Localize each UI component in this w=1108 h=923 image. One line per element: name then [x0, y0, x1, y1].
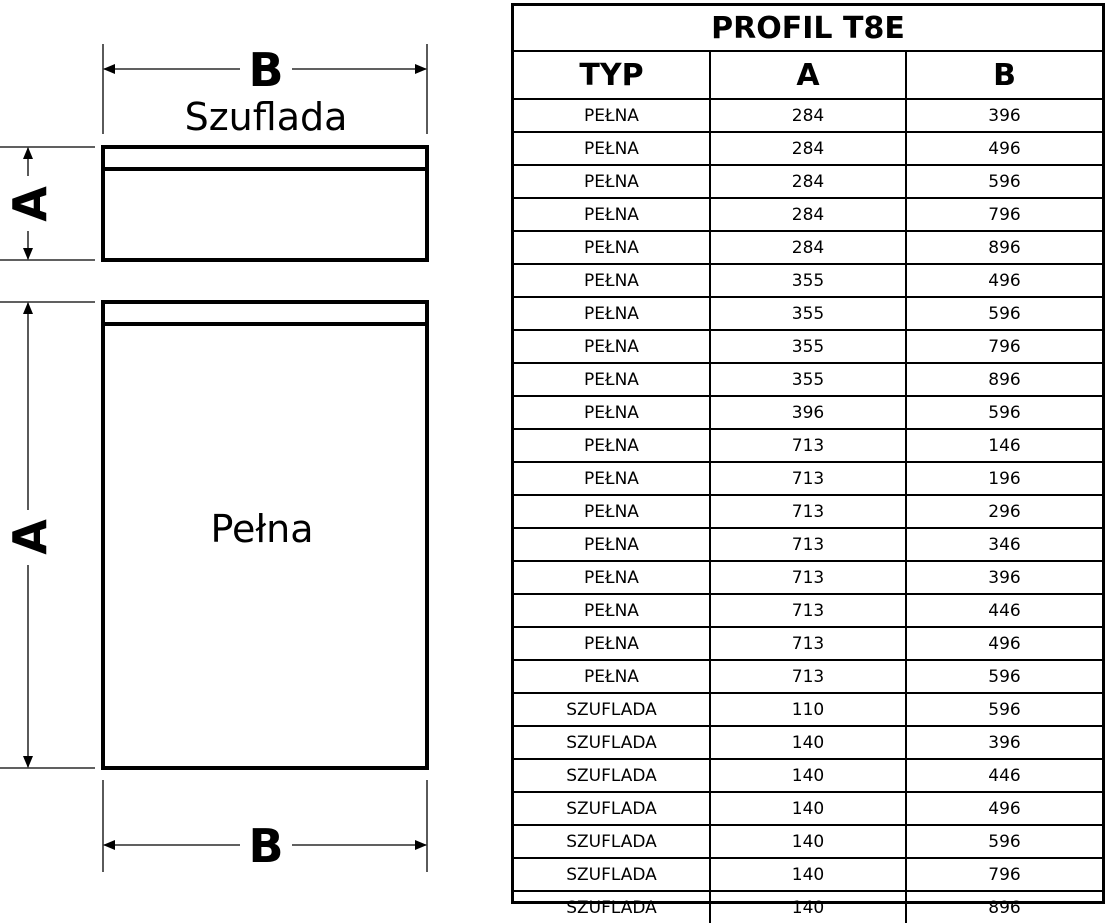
a-value-cell: 140 [710, 858, 906, 891]
a-value-cell: 140 [710, 891, 906, 923]
type-cell: SZUFLADA [514, 792, 710, 825]
type-cell: PEŁNA [514, 363, 710, 396]
b-value-cell: 796 [906, 198, 1102, 231]
table-row [514, 660, 1102, 693]
table-row [514, 594, 1102, 627]
a-value-cell: 355 [710, 264, 906, 297]
type-cell: PEŁNA [514, 330, 710, 363]
profile-table-head [514, 6, 1102, 99]
table-title: PROFIL T8E [514, 6, 1102, 51]
column-header-b: B [906, 51, 1102, 99]
a-value-cell: 713 [710, 495, 906, 528]
column-header-a: A [710, 51, 906, 99]
type-cell: SZUFLADA [514, 825, 710, 858]
type-cell: PEŁNA [514, 627, 710, 660]
table-row [514, 330, 1102, 363]
table-row [514, 561, 1102, 594]
type-cell: SZUFLADA [514, 759, 710, 792]
b-value-cell: 396 [906, 561, 1102, 594]
column-header-typ: TYP [514, 51, 710, 99]
a-value-cell: 110 [710, 693, 906, 726]
a-value-cell: 713 [710, 528, 906, 561]
profile-table-body [514, 99, 1102, 923]
type-cell: PEŁNA [514, 198, 710, 231]
table-row [514, 165, 1102, 198]
a-value-cell: 355 [710, 330, 906, 363]
a-value-cell: 284 [710, 198, 906, 231]
type-cell: PEŁNA [514, 231, 710, 264]
drawer-front [103, 147, 427, 260]
table-row [514, 528, 1102, 561]
type-cell: PEŁNA [514, 297, 710, 330]
profile-table-container [511, 3, 1105, 918]
b-value-cell: 446 [906, 759, 1102, 792]
a-value-cell: 284 [710, 231, 906, 264]
table-row [514, 726, 1102, 759]
a-value-cell: 713 [710, 627, 906, 660]
b-value-cell: 146 [906, 429, 1102, 462]
a-value-cell: 355 [710, 297, 906, 330]
b-value-cell: 596 [906, 825, 1102, 858]
drawer-label: Szuflada [184, 95, 348, 139]
type-cell: PEŁNA [514, 495, 710, 528]
a-value-cell: 713 [710, 462, 906, 495]
a-value-cell: 713 [710, 594, 906, 627]
table-header-row [514, 51, 1102, 99]
table-row [514, 231, 1102, 264]
table-row [514, 396, 1102, 429]
b-value-cell: 296 [906, 495, 1102, 528]
type-cell: PEŁNA [514, 132, 710, 165]
table-title-row [514, 6, 1102, 51]
b-value-cell: 196 [906, 462, 1102, 495]
a-value-cell: 284 [710, 99, 906, 132]
table-row [514, 792, 1102, 825]
b-value-cell: 596 [906, 165, 1102, 198]
b-value-cell: 796 [906, 330, 1102, 363]
type-cell: PEŁNA [514, 561, 710, 594]
bottom-b-label: B [248, 819, 284, 873]
type-cell: SZUFLADA [514, 891, 710, 923]
full-label: Pełna [210, 507, 314, 551]
a-value-cell: 355 [710, 363, 906, 396]
profile-table [514, 6, 1102, 923]
b-value-cell: 496 [906, 792, 1102, 825]
drawer-a-dimension [0, 147, 95, 260]
bottom-b-dimension [103, 780, 427, 873]
a-value-cell: 396 [710, 396, 906, 429]
b-value-cell: 896 [906, 231, 1102, 264]
a-value-cell: 140 [710, 759, 906, 792]
table-row [514, 891, 1102, 923]
table-row [514, 429, 1102, 462]
table-row [514, 198, 1102, 231]
b-value-cell: 596 [906, 693, 1102, 726]
type-cell: PEŁNA [514, 528, 710, 561]
b-value-cell: 596 [906, 660, 1102, 693]
type-cell: PEŁNA [514, 462, 710, 495]
a-value-cell: 713 [710, 660, 906, 693]
table-row [514, 693, 1102, 726]
a-value-cell: 284 [710, 132, 906, 165]
a-value-cell: 713 [710, 561, 906, 594]
table-row [514, 132, 1102, 165]
type-cell: SZUFLADA [514, 693, 710, 726]
drawer-front-outline [103, 147, 427, 260]
type-cell: PEŁNA [514, 264, 710, 297]
table-row [514, 99, 1102, 132]
b-value-cell: 896 [906, 363, 1102, 396]
full-a-dimension [0, 302, 95, 768]
drawer-a-label: A [3, 186, 57, 222]
type-cell: SZUFLADA [514, 858, 710, 891]
table-row [514, 627, 1102, 660]
top-b-label: B [248, 43, 284, 97]
b-value-cell: 496 [906, 627, 1102, 660]
b-value-cell: 796 [906, 858, 1102, 891]
b-value-cell: 496 [906, 132, 1102, 165]
drawing-svg [0, 0, 500, 906]
b-value-cell: 396 [906, 99, 1102, 132]
a-value-cell: 140 [710, 825, 906, 858]
a-value-cell: 713 [710, 429, 906, 462]
a-value-cell: 284 [710, 165, 906, 198]
a-value-cell: 140 [710, 726, 906, 759]
type-cell: SZUFLADA [514, 726, 710, 759]
table-row [514, 264, 1102, 297]
type-cell: PEŁNA [514, 594, 710, 627]
type-cell: PEŁNA [514, 660, 710, 693]
type-cell: PEŁNA [514, 429, 710, 462]
full-a-label: A [3, 519, 57, 555]
table-row [514, 462, 1102, 495]
b-value-cell: 346 [906, 528, 1102, 561]
table-row [514, 858, 1102, 891]
b-value-cell: 446 [906, 594, 1102, 627]
a-value-cell: 140 [710, 792, 906, 825]
b-value-cell: 596 [906, 396, 1102, 429]
type-cell: PEŁNA [514, 396, 710, 429]
b-value-cell: 496 [906, 264, 1102, 297]
table-row [514, 297, 1102, 330]
b-value-cell: 896 [906, 891, 1102, 923]
b-value-cell: 596 [906, 297, 1102, 330]
table-row [514, 363, 1102, 396]
table-row [514, 759, 1102, 792]
b-value-cell: 396 [906, 726, 1102, 759]
table-row [514, 825, 1102, 858]
type-cell: PEŁNA [514, 165, 710, 198]
type-cell: PEŁNA [514, 99, 710, 132]
table-row [514, 495, 1102, 528]
